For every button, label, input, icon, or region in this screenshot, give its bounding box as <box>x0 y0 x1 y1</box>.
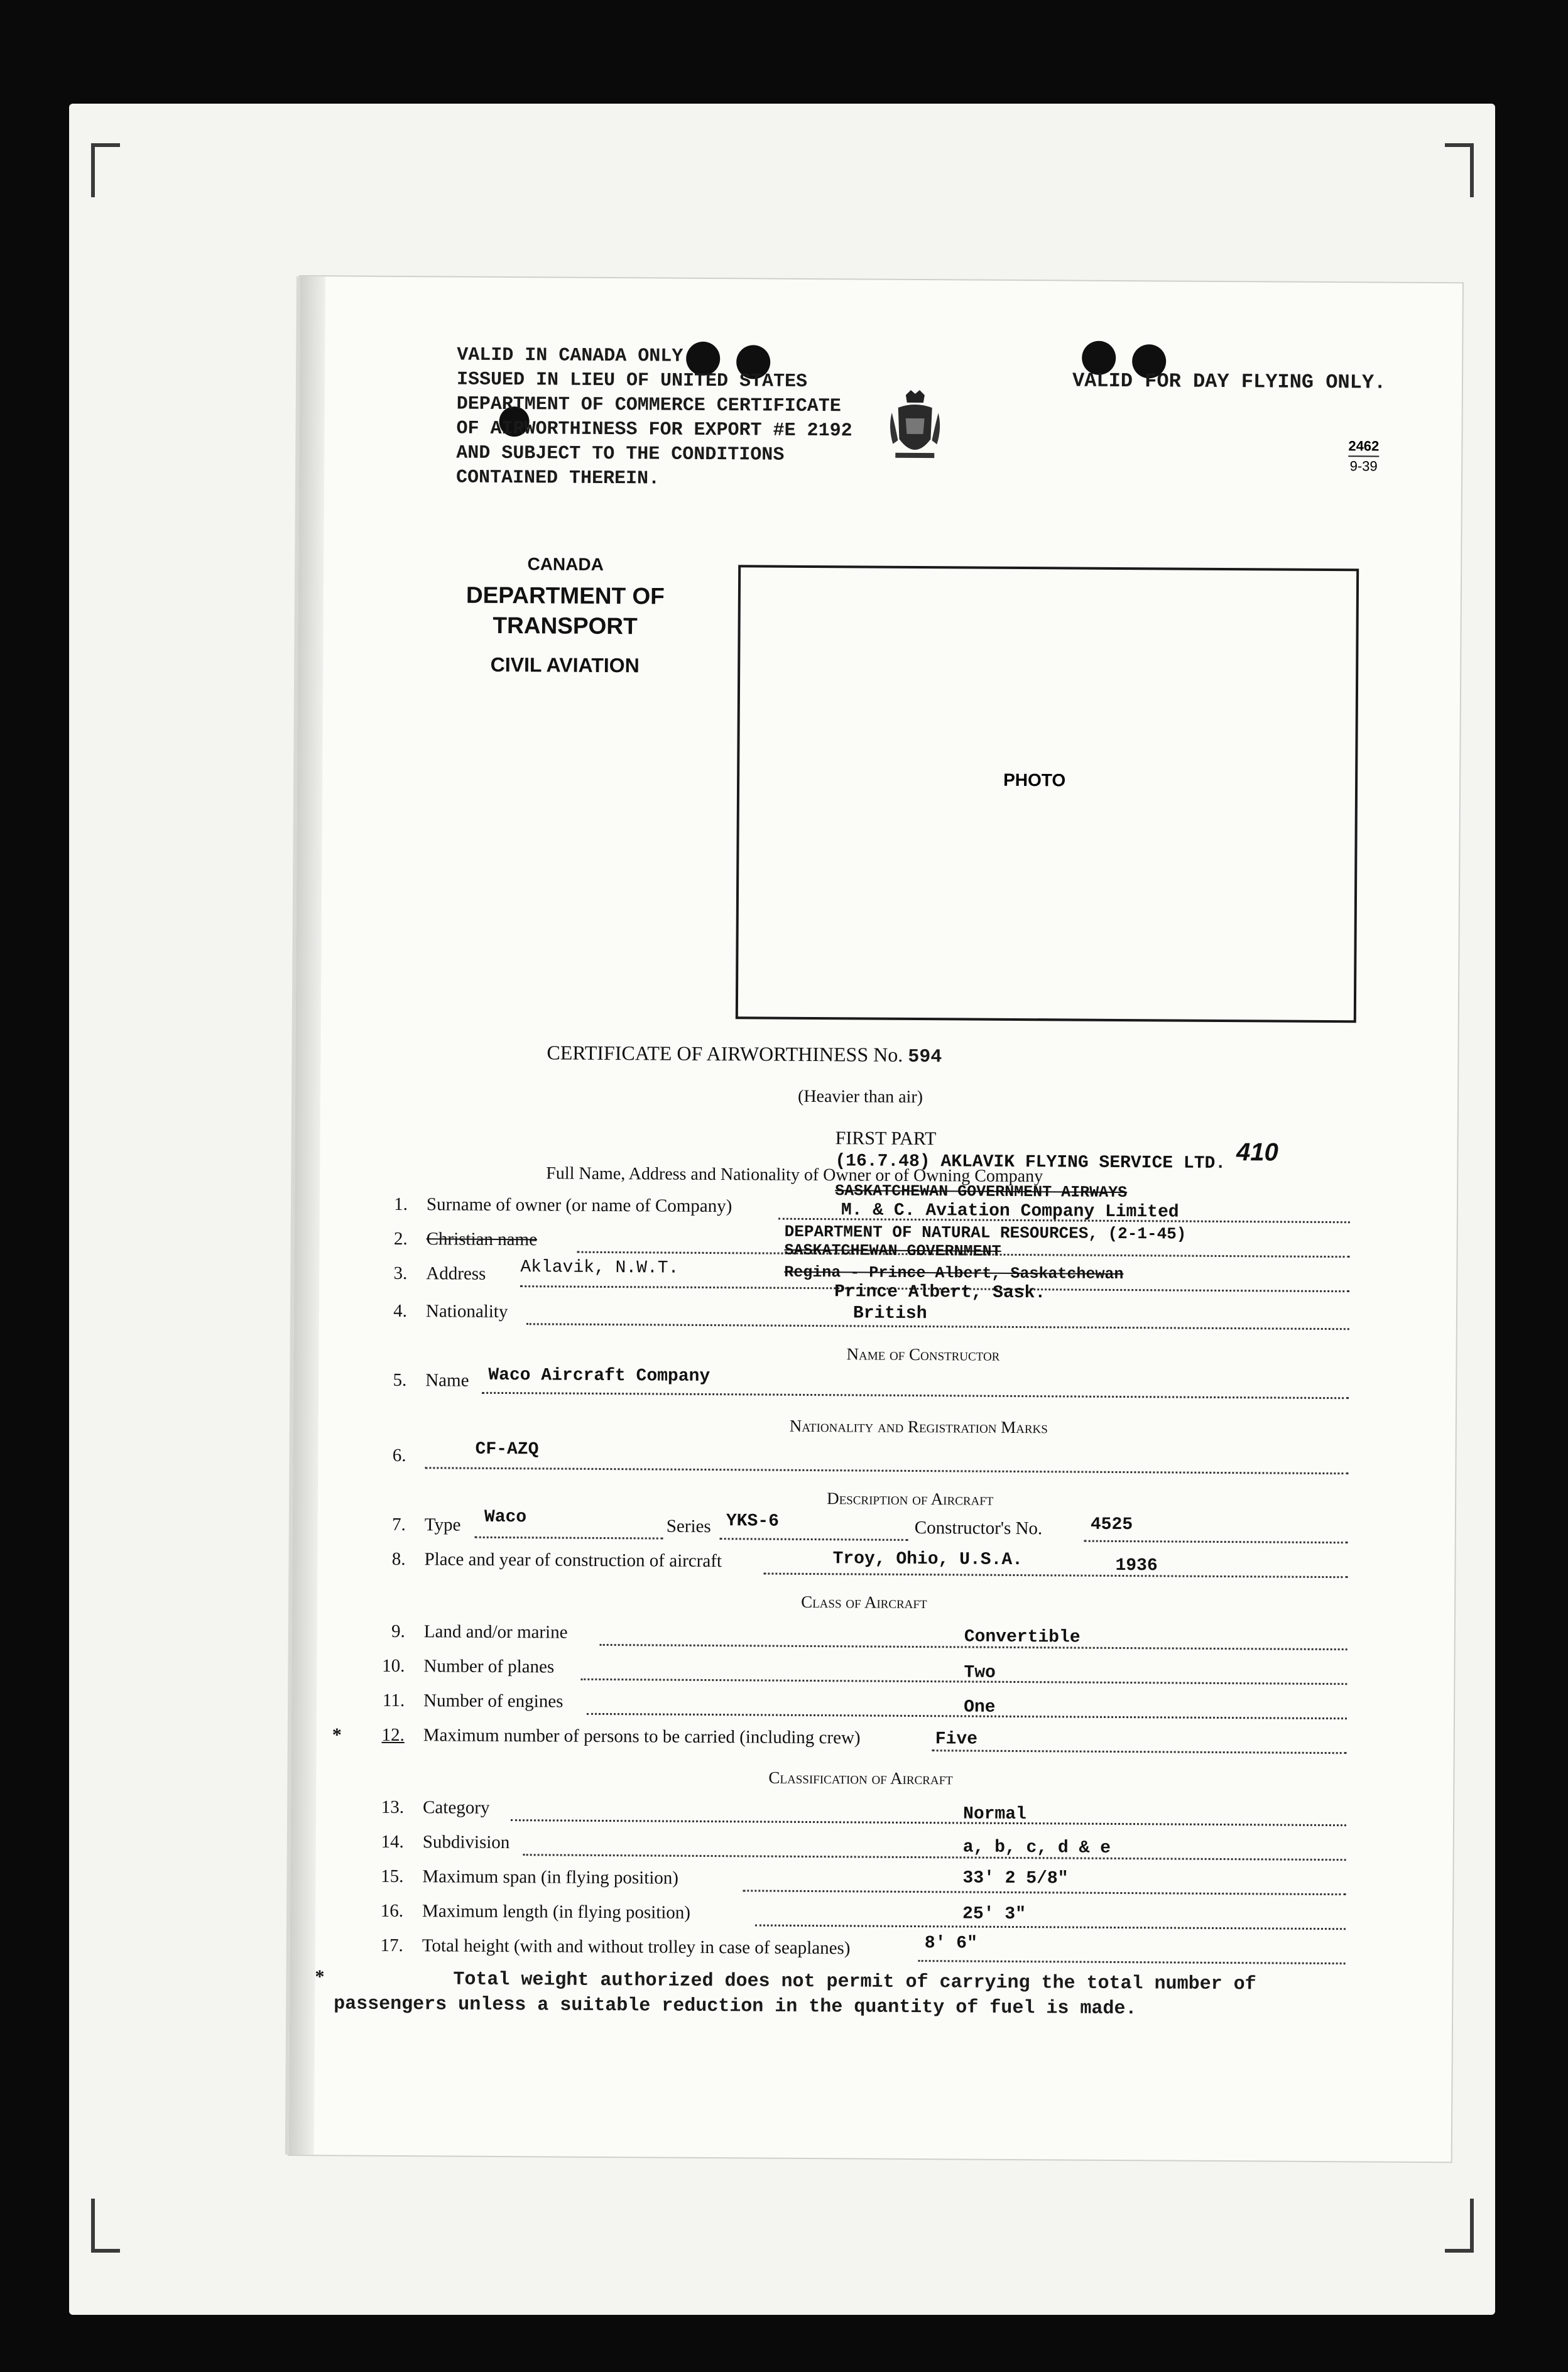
department-line: DEPARTMENT OF <box>466 582 665 609</box>
field-value: Two <box>964 1663 996 1683</box>
field-row-15 <box>372 1866 1346 1898</box>
field-row-7 <box>374 1507 1348 1547</box>
field-row-8 <box>374 1549 1348 1581</box>
field-number: 17. <box>380 1935 403 1956</box>
field-value: 25' 3" <box>962 1904 1026 1925</box>
field-row-16 <box>372 1901 1346 1933</box>
field-row-6 <box>374 1439 1348 1477</box>
fill-line <box>475 1537 663 1540</box>
photo-frame <box>736 565 1359 1023</box>
field-label: Maximum length (in flying position) <box>422 1901 691 1923</box>
field-number: 9. <box>391 1621 405 1642</box>
registration-mark: CF-AZQ <box>475 1439 539 1460</box>
crop-mark-bottom-right <box>1445 2199 1474 2253</box>
field-row-11 <box>373 1690 1347 1722</box>
field-row-2 <box>376 1222 1349 1261</box>
field-number: 11. <box>382 1690 405 1711</box>
type-label: Type <box>424 1515 461 1535</box>
department-heading <box>420 553 710 678</box>
field-number: 15. <box>381 1866 404 1887</box>
amendment-typed: (16.7.48) AKLAVIK FLYING SERVICE LTD. <box>835 1151 1226 1174</box>
series-label: Series <box>666 1516 711 1537</box>
stamp-line: CONTAINED THEREIN. <box>455 467 660 490</box>
field-number: 16. <box>380 1900 404 1922</box>
field-label: Address <box>426 1263 486 1284</box>
field-value: Waco Aircraft Company <box>488 1365 710 1387</box>
crop-mark-bottom-left <box>91 2199 120 2253</box>
day-flying-stamp: VALID FOR DAY FLYING ONLY. <box>1072 369 1386 394</box>
field-row-13 <box>373 1797 1346 1829</box>
photo-label: PHOTO <box>1003 770 1066 790</box>
form-date: 9-39 <box>1349 458 1378 474</box>
field-value: British <box>852 1303 927 1324</box>
type-value: Waco <box>484 1507 527 1528</box>
field-number: 13. <box>381 1797 405 1818</box>
crop-mark-top-left <box>91 143 120 197</box>
field-number: 3. <box>393 1263 408 1284</box>
weight-footnote: Total weight authorized does not permit of carrying the total number of passengers unless a suitable reduction in the quantity of fuel is made. <box>334 1969 1256 2020</box>
fill-line <box>482 1392 1349 1399</box>
stamp-line: AND SUBJECT TO THE CONDITIONS <box>456 442 785 466</box>
fill-line <box>918 1960 1346 1964</box>
struck-value: Regina - Prince Albert, Saskatchewan <box>784 1263 1124 1284</box>
field-label: Christian name <box>426 1229 538 1250</box>
field-row-4 <box>376 1301 1349 1333</box>
field-value: DEPARTMENT OF NATURAL RESOURCES, (2-1-45) <box>784 1222 1187 1244</box>
field-label: Total height (with and without trolley in case of seaplanes) <box>422 1935 851 1959</box>
construction-place: Troy, Ohio, U.S.A. <box>832 1549 1023 1570</box>
certificate-sheet <box>289 276 1462 2162</box>
classification-heading: Classification of Aircraft <box>768 1768 953 1788</box>
crop-mark-top-right <box>1445 143 1474 197</box>
field-row-9 <box>374 1621 1348 1653</box>
fill-line <box>932 1749 1347 1754</box>
asterisk-marker: * <box>315 1966 325 1988</box>
stamp-line: DEPARTMENT OF COMMERCE CERTIFICATE <box>456 393 841 418</box>
field-value: Five <box>935 1729 978 1749</box>
fill-line <box>511 1819 1346 1826</box>
field-label: Number of planes <box>423 1656 555 1677</box>
field-number: 4. <box>393 1300 408 1322</box>
fill-line <box>763 1573 1348 1579</box>
field-label: Nationality <box>425 1301 508 1322</box>
certificate-subtitle: (Heavier than air) <box>797 1086 923 1107</box>
fill-line <box>523 1854 1346 1861</box>
fill-line <box>720 1538 908 1541</box>
struck-value: SASKATCHEWAN GOVERNMENT AIRWAYS <box>835 1182 1128 1202</box>
fill-line <box>526 1323 1349 1330</box>
constructor-no-value: 4525 <box>1090 1515 1133 1535</box>
certificate-number: 594 <box>908 1046 942 1069</box>
form-number <box>1348 437 1379 476</box>
branch-label: CIVIL AVIATION <box>490 653 640 677</box>
field-label: Maximum span (in flying position) <box>422 1866 679 1888</box>
country-label: CANADA <box>527 554 604 574</box>
construction-year: 1936 <box>1115 1555 1158 1576</box>
fill-line <box>755 1924 1346 1930</box>
field-label: Name <box>425 1370 469 1391</box>
field-row-12 <box>373 1725 1347 1757</box>
field-value: Normal <box>962 1804 1026 1825</box>
field-value: Prince Albert, Sask. <box>834 1282 1046 1303</box>
constructor-heading: Name of Constructor <box>846 1344 1000 1364</box>
field-value-new: Aklavik, N.W.T. <box>520 1258 679 1278</box>
field-number: 14. <box>381 1831 404 1852</box>
form-number-value: 2462 <box>1348 437 1379 457</box>
fill-line <box>743 1890 1346 1895</box>
field-label: Place and year of construction of aircraft <box>424 1549 722 1572</box>
stamp-line: VALID IN CANADA ONLY <box>457 344 683 367</box>
field-value: 8' 6" <box>924 1934 977 1954</box>
struck-value: SASKATCHEWAN GOVERNMENT <box>784 1241 1001 1261</box>
field-number: 10. <box>382 1655 405 1677</box>
field-value: One <box>964 1697 996 1717</box>
validity-stamp <box>456 344 934 494</box>
field-number: 7. <box>392 1514 406 1535</box>
stamp-line: OF AIRWORTHINESS FOR EXPORT #E 2192 <box>456 418 852 442</box>
owner-heading: Full Name, Address and Nationality of Owner or of Owning Company <box>546 1163 1043 1187</box>
asterisk-marker: * <box>332 1724 342 1746</box>
constructor-no-label: Constructor's No. <box>914 1518 1043 1539</box>
fill-line <box>1084 1540 1348 1544</box>
certificate-title-text: CERTIFICATE OF AIRWORTHINESS No. <box>547 1041 903 1066</box>
stamp-line: ISSUED IN LIEU OF UNITED STATES <box>456 369 808 393</box>
certificate-title <box>547 1041 942 1068</box>
fill-line <box>425 1467 1348 1474</box>
registration-heading: Nationality and Registration Marks <box>789 1416 1048 1437</box>
field-row-3 <box>376 1258 1349 1303</box>
amendment-handwritten: 410 <box>1236 1138 1278 1167</box>
description-heading: Description of Aircraft <box>827 1489 994 1509</box>
department-name <box>420 580 710 642</box>
coat-of-arms-icon <box>886 390 944 466</box>
field-number: 1. <box>394 1194 408 1215</box>
field-number: 6. <box>392 1445 406 1466</box>
field-label: Number of engines <box>423 1690 564 1712</box>
field-row-17 <box>372 1935 1346 1967</box>
field-row-5 <box>375 1365 1349 1402</box>
field-number: 12. <box>381 1724 405 1746</box>
field-label: Land and/or marine <box>423 1621 568 1643</box>
field-value: 33' 2 5/8" <box>962 1868 1069 1889</box>
field-row-14 <box>373 1832 1346 1864</box>
field-value: Convertible <box>964 1627 1081 1648</box>
class-heading: Class of Aircraft <box>801 1592 927 1613</box>
field-label: Category <box>423 1797 490 1818</box>
field-row-1 <box>376 1182 1350 1226</box>
field-number: 2. <box>393 1228 408 1249</box>
field-number: 5. <box>393 1369 407 1391</box>
series-value: YKS-6 <box>726 1511 780 1531</box>
field-label: Maximum number of persons to be carried (including crew) <box>423 1725 861 1748</box>
department-line: TRANSPORT <box>493 612 638 639</box>
field-value: M. & C. Aviation Company Limited <box>841 1200 1179 1222</box>
field-value: a, b, c, d & e <box>962 1837 1111 1858</box>
part-heading: FIRST PART <box>835 1128 937 1150</box>
field-label: Subdivision <box>422 1832 510 1853</box>
field-label: Surname of owner (or name of Company) <box>426 1194 732 1217</box>
field-number: 8. <box>391 1548 406 1570</box>
field-row-10 <box>373 1656 1347 1688</box>
